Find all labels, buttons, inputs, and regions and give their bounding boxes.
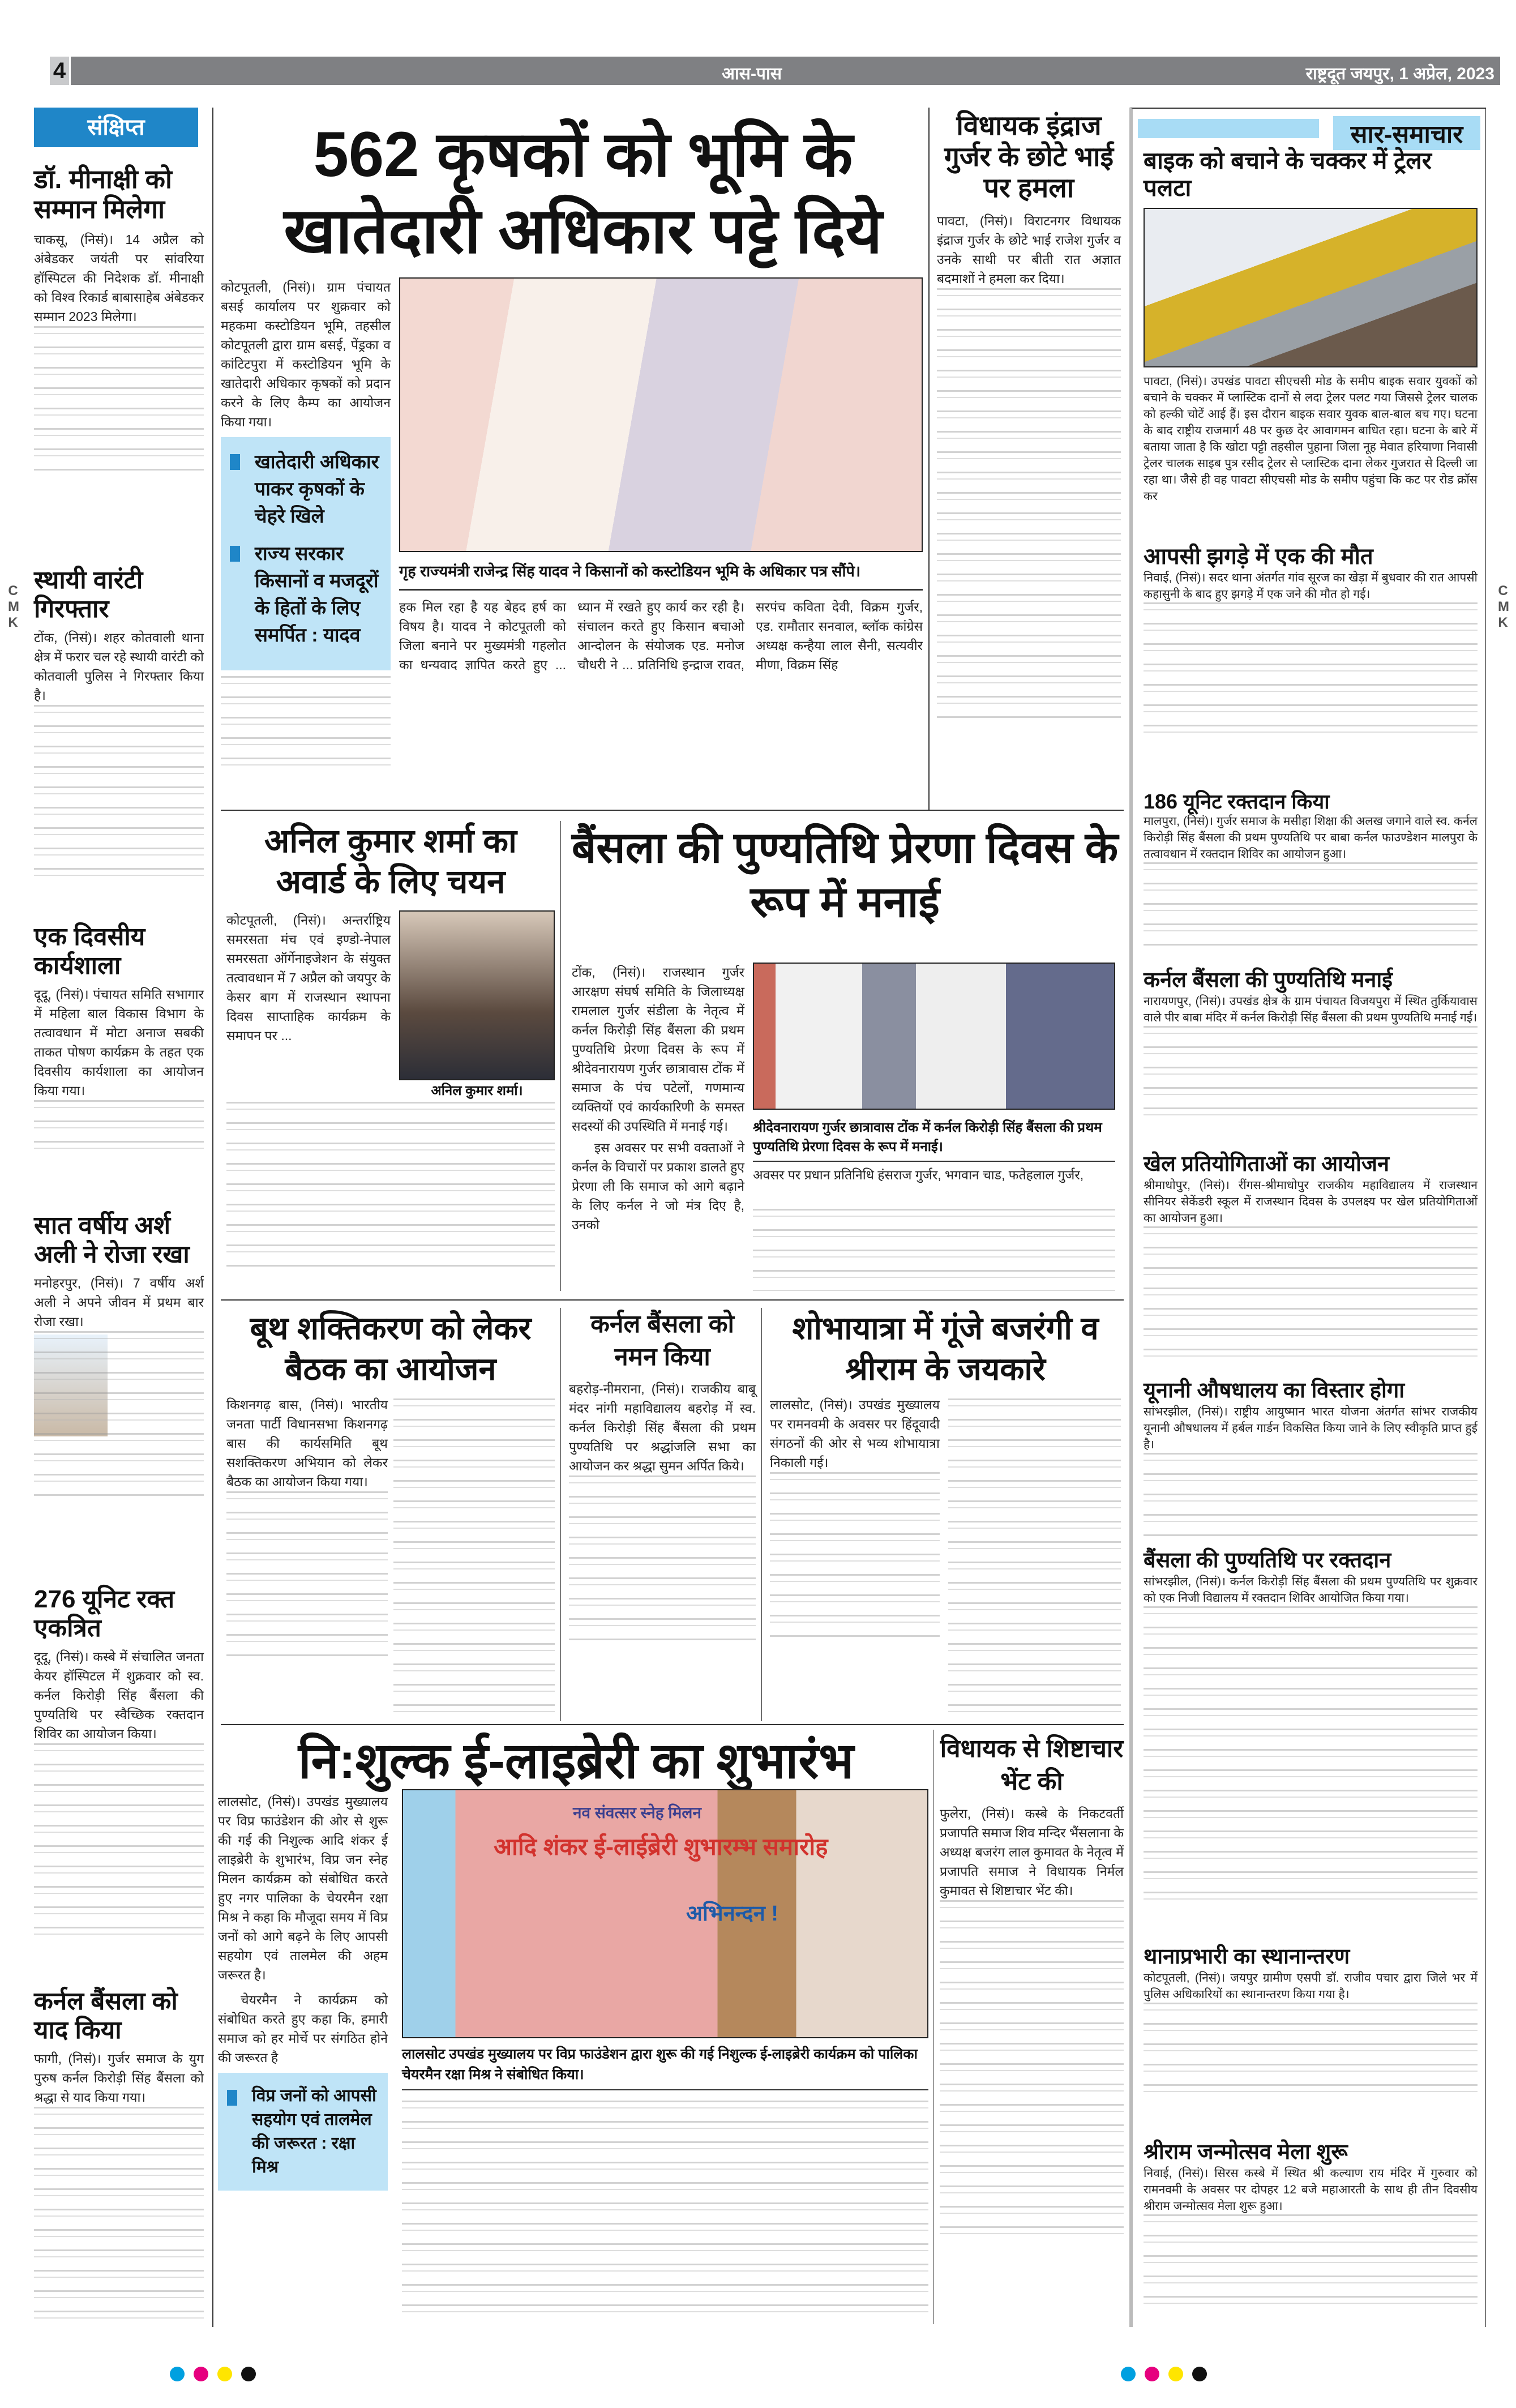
- article-title: विधायक से शिष्टाचार भेंट की: [940, 1735, 1124, 1795]
- article-bainsla-tonk: [569, 821, 1121, 930]
- magenta-dot: [194, 2367, 208, 2381]
- divider: [221, 810, 1124, 811]
- article-lead: सांभरझील, (निसं)। राष्ट्रीय आयुष्मान भारत योजना अंतर्गत सांभर राजकीय यूनानी औषधालय में हर्बल गार्डन विकसित किया जाने के लिए स्वीकृति प्राप्त हुई है।: [1144, 1405, 1478, 1451]
- divider: [402, 2089, 928, 2090]
- article-title: बाइक को बचाने के चक्कर में ट्रेलर पलटा: [1144, 147, 1432, 202]
- article-right-8: [1144, 2140, 1478, 2311]
- article-right-2: [1144, 790, 1478, 947]
- article-mla-attack: [937, 110, 1121, 718]
- page-number: 4: [50, 57, 69, 85]
- article-title: डॉ. मीनाक्षी को सम्मान मिलेगा: [34, 164, 172, 224]
- article-right-1: [1144, 544, 1478, 744]
- article-trailer: [1144, 147, 1478, 570]
- article-lead: टोंक, (निसं)। शहर कोतवाली थाना क्षेत्र में फरार चल रहे स्थायी वारंटी को कोतवाली पुलिस ने गिरफ्तार किया है।: [34, 630, 204, 703]
- minister-photo: [399, 277, 923, 552]
- article-title: थानाप्रभारी का स्थानान्तरण: [1144, 1945, 1350, 1969]
- divider: [221, 1299, 1124, 1301]
- brief-label: संक्षिप्त: [34, 108, 198, 147]
- divider: [221, 1724, 1124, 1725]
- article-title: स्थायी वारंटी गिरफ्तार: [34, 566, 143, 623]
- article-right-3: [1144, 968, 1478, 1122]
- article-body-text: [226, 1102, 555, 1272]
- article-lead: मालपुरा, (निसं)। गुर्जर समाज के मसीहा शिक्षा की अलख जगाने वाले स्व. कर्नल किरोड़ी सिंह बैंसला की प्रथम पुण्यतिथि पर बाबा कर्नल फाउण्डेशन मालपुरा के तत्वावधान में रक्तदान शिविर का आयोजन हुआ।: [1144, 815, 1478, 861]
- article-title: खेल प्रतियोगिताओं का आयोजन: [1144, 1152, 1390, 1176]
- news-summary-label: सार-समाचार: [1333, 116, 1480, 150]
- overturned-trailer-photo: [1144, 208, 1478, 367]
- article-title: शोभायात्रा में गूंजे बजरंगी व श्रीराम के जयकारे: [792, 1310, 1099, 1387]
- article-body-text: [34, 1100, 204, 1157]
- article-body-text: [34, 1743, 204, 1947]
- lead-highlights-box: [221, 437, 391, 670]
- column-divider: [928, 108, 930, 810]
- article-lead: फागी, (निसं)। गुर्जर समाज के युग पुरुष कर्नल किरोड़ी सिंह बैंसला को श्रद्धा से याद किया गया।: [34, 2051, 204, 2105]
- bainsla-text-column: [572, 963, 744, 1234]
- bainsla-lead: टोंक, (निसं)। राजस्थान गुर्जर आरक्षण संघर्ष समिति के जिलाध्यक्ष रामलाल गुर्जर संडीला के नेतृत्व में कर्नल किरोड़ी सिंह बैंसला की प्रथम पुण्यतिथि प्रेरणा दिवस के रूप में श्रीदेवनारायण गुर्जर छात्रावास टोंक में समाज के पंच पटेलों, गणमान्य व्यक्तियों एवं कार्यकारिणी के समस्त सदस्यों की उपस्थिति में मनाई गई।: [572, 965, 744, 1134]
- article-blood-276: [34, 1585, 204, 1947]
- article-body-text: [34, 705, 204, 886]
- article-body-text: [569, 1475, 756, 1645]
- elibrary-text-column: [218, 1792, 388, 2191]
- divider: [753, 1161, 1115, 1162]
- cyan-dot: [1121, 2367, 1136, 2381]
- page-header-band: [71, 57, 1500, 85]
- lead-story-lead: कोटपूतली, (निसं)। ग्राम पंचायत बसई कार्यालय पर शुक्रवार को महकमा कस्टोडियन भूमि, तहसील कोटपूतली द्वारा ग्राम बसई, पेंड्रका व कांटिटपुरा में कस्टोडियन भूमि के खातेदारी अधिकार कृषकों को प्रदान करने के लिए कैम्प का आयोजन किया गया।: [221, 280, 391, 429]
- lead-headline: 562 कृषकों को भूमि के खातेदारी अधिकार पट्टे दिये: [284, 119, 883, 266]
- elibrary-headline: नि:शुल्क ई-लाइब्रेरी का शुभारंभ: [298, 1733, 854, 1789]
- column-divider: [560, 821, 561, 1291]
- article-body-text: [948, 1398, 1121, 1721]
- cmyk-marks-right: CMK: [1498, 583, 1509, 630]
- bainsla-caption: श्रीदेवनारायण गुर्जर छात्रावास टोंक में कर्नल किरोड़ी सिंह बैंसला की प्रथम पुण्यतिथि प्रेरणा दिवस के रूप में मनाई।: [753, 1120, 1102, 1154]
- article-lead: बहरोड़-नीमराना, (निसं)। राजकीय बाबू मंदर नांगी महाविद्यालय बहरोड़ में स्व. कर्नल किरोड़ी सिंह बैंसला की प्रथम पुण्यतिथि पर श्रद्धांजलि सभा का आयोजन कर श्रद्धा सुमन अर्पित किये।: [569, 1382, 756, 1473]
- elibrary-event-photo: [402, 1789, 928, 2038]
- magenta-dot: [1145, 2367, 1159, 2381]
- article-title: एक दिवसीय कार्यशाला: [34, 923, 145, 980]
- highlight-item: विप्र जनों को आपसी सहयोग एवं तालमेल की जरूरत : रक्षा मिश्र: [227, 2084, 379, 2179]
- article-body-text: [940, 1900, 1124, 2240]
- article-title: सात वर्षीय अर्श अली ने रोजा रखा: [34, 1212, 190, 1268]
- article-body-text: [34, 326, 204, 473]
- article-body-text: [1144, 862, 1478, 947]
- article-body-text: [1144, 1453, 1478, 1538]
- summary-band: [1138, 119, 1319, 138]
- article-lead: निवाई, (निसं)। सदर थाना अंतर्गत गांव सूरज का खेड़ा में बुधवार की रात आपसी कहासुनी के बाद हुए झगड़े में एक जने की मौत हो गई।: [1144, 571, 1478, 601]
- article-title: बूथ शक्तिकरण को लेकर बैठक का आयोजन: [250, 1310, 532, 1387]
- article-body-text: [1144, 2214, 1478, 2311]
- article-naman: [569, 1308, 756, 1645]
- article-title: कर्नल बैंसला को नमन किया: [590, 1310, 734, 1371]
- bainsla-continued: अवसर पर प्रधान प्रतिनिधि हंसराज गुर्जर, भगवान चाड, फतेहलाल गुर्जर,: [753, 1167, 1084, 1182]
- article-lead: फुलेरा, (निसं)। कस्बे के निकटवर्ती प्रजापति समाज शिव मन्दिर भैंसलाना के अध्यक्ष बजरंग लाल कुमावत के नेतृत्व में प्रजापति समाज ने विधायक निर्मल कुमावत से शिष्टाचार भेंट की।: [940, 1806, 1124, 1898]
- photo-caption: अनिल कुमार शर्मा।: [431, 1083, 523, 1098]
- cmyk-marks-left: CMK: [8, 583, 19, 630]
- article-lead: नारायणपुर, (निसं)। उपखंड क्षेत्र के ग्राम पंचायत विजयपुरा में स्थित तुर्कियावास वाले पीर बाबा मंदिर में कर्नल किरोड़ी सिंह बैंसला की प्रथम पुण्यतिथि मनाई गई।: [1144, 994, 1478, 1024]
- section-name: आस-पास: [722, 65, 782, 83]
- anil-photo: [399, 910, 555, 1080]
- article-body-text: [1144, 602, 1478, 744]
- article-lead: किशनगढ़ बास, (निसं)। भारतीय जनता पार्टी विधानसभा किशनगढ़ बास की कार्यसमिति बूथ सशक्तिकरण अभियान को लेकर बैठक का आयोजन किया गया।: [226, 1397, 388, 1489]
- article-title: 276 यूनिट रक्त एकत्रित: [34, 1585, 175, 1642]
- article-right-7: [1144, 1945, 1478, 2105]
- lead-story-continued: हक मिल रहा है यह बेहद हर्ष का विषय है। यादव ने कोटपूतली को जिला बनाने पर मुख्यमंत्री गहलोत का धन्यवाद ज्ञापित करते हुए ... ध्यान में रखते हुए कार्य कर रही है। संचालन करते हुए किसान बचाओ आन्दोलन के संयोजक एड. मनोज चौधरी ने ... प्रतिनिधि इन्द्राज रावत, सरपंच कविता देवी, विक्रम गुर्जर, एड. रामौतार सनवाल, ब्लॉक कांग्रेस अध्यक्ष कन्हैया लाल सैनी, सत्यवीर मीणा, विक्रम सिंह: [399, 600, 923, 672]
- article-lead: निवाई, (निसं)। सिरस कस्बे में स्थित श्री कल्याण राय मंदिर में गुरुवार को रामनवमी के अवसर पर दोपहर 12 बजे महाआरती के साथ ही तीन दिवसीय श्रीराम जन्मोत्सव मेला शुरू हुआ।: [1144, 2166, 1478, 2213]
- elibrary-highlight-box: [218, 2073, 388, 2191]
- article-lead: श्रीमाधोपुर, (निसं)। रींगस-श्रीमाधोपुर राजकीय महाविद्यालय में राजस्थान सीनियर सेकेंडरी स्कूल में राजस्थान दिवस के उपलक्ष्य पर खेल प्रतियोगिताओं का आयोजन हुआ।: [1144, 1178, 1478, 1225]
- article-lead: लालसोट, (निसं)। उपखंड मुख्यालय पर रामनवमी के अवसर पर हिंदूवादी संगठनों की ओर से भव्य शोभायात्रा निकाली गई।: [770, 1397, 940, 1470]
- article-right-6: [1144, 1549, 1478, 1901]
- banner-text: आदि शंकर ई-लाईब्रेरी शुभारम्भ समारोह: [494, 1833, 828, 1860]
- article-title: यूनानी औषधालय का विस्तार होगा: [1144, 1379, 1405, 1402]
- article-title: आपसी झगड़े में एक की मौत: [1144, 544, 1373, 569]
- article-lead: चाकसू, (निसं)। 14 अप्रैल को अंबेडकर जयंती पर सांवरिया हॉस्पिटल की निदेशक डॉ. मीनाक्षी को विश्व रिकार्ड बाबासाहेब अंबेडकर सम्मान 2023 मिलेगा।: [34, 232, 204, 324]
- column-divider: [761, 1308, 762, 1721]
- color-registration-dots: [1121, 2367, 1207, 2381]
- article-right-4: [1144, 1152, 1478, 1362]
- article-body-text: [1144, 1226, 1478, 1362]
- article-lead: कोटपूतली, (निसं)। अन्तर्राष्ट्रिय समरसता मंच एवं इण्डो-नेपाल समरसता ऑर्गेनाइजेशन के संयुक्त तत्वावधान में 7 अप्रैल को जयपुर के केसर बाग में राजस्थान स्थापना दिवस साप्ताहिक कार्यक्रम के समापन पर ...: [226, 913, 391, 1043]
- article-title: कर्नल बैंसला को याद किया: [34, 1987, 178, 2044]
- cyan-dot: [170, 2367, 185, 2381]
- lead-photo-caption: गृह राज्यमंत्री राजेन्द्र सिंह यादव ने किसानों को कस्टोडियन भूमि के अधिकार पत्र सौंपे।: [399, 563, 861, 580]
- article-courtesy: [940, 1733, 1124, 2240]
- article-title: अनिल कुमार शर्मा का अवार्ड के लिए चयन: [264, 823, 517, 900]
- yellow-dot: [1168, 2367, 1183, 2381]
- article-lead: पावटा, (निसं)। विराटनगर विधायक इंद्राज गुर्जर के छोटे भाई राजेश गुर्जर व उनके साथी पर बीती रात अज्ञात बदमाशों ने हमला कर दिया।: [937, 213, 1121, 286]
- article-body-text: [226, 1491, 388, 1661]
- article-warrant: [34, 566, 204, 886]
- elibrary-lead: लालसोट, (निसं)। उपखंड मुख्यालय पर विप्र फाउंडेशन की ओर से शुरू की गई की निशुल्क आदि शंकर ई लाइब्रेरी के शुभारंभ, विप्र जन स्नेह मिलन कार्यक्रम को संबोधित करते हुए नगर पालिका के चेयरमैन रक्षा मिश्र ने कहा कि मौजूदा समय में विप्र जनों को आगे बढ़ने के लिए आपसी सहयोग एवं तालमेल की अहम जरूरत है।: [218, 1794, 388, 1982]
- article-body-text: [34, 2107, 204, 2322]
- article-body-text: [937, 288, 1121, 718]
- yellow-dot: [217, 2367, 232, 2381]
- article-lead: सांभरझील, (निसं)। कर्नल किरोड़ी सिंह बैंसला की प्रथम पुण्यतिथि पर शुक्रवार को एक निजी विद्यालय में रक्तदान शिविर आयोजित किया गया।: [1144, 1575, 1478, 1605]
- article-anil: [226, 821, 555, 1272]
- article-body-text: [770, 1472, 940, 1642]
- article-lead: दूदू, (निसं)। कस्बे में संचालित जनता केयर हॉस्पिटल में शुक्रवार को स्व. कर्नल किरोड़ी सिंह बैंसला की पुण्यतिथि पर स्वैच्छिक रक्तदान शिविर का आयोजन किया।: [34, 1649, 204, 1742]
- article-body-text: [34, 1331, 204, 1501]
- lead-story-left-column: [221, 277, 391, 767]
- column-divider: [212, 108, 213, 2327]
- elibrary-para: चेयरमैन ने कार्यक्रम को संबोधित करते हुए कहा कि, हमारी समाज को हर मोर्चे पर संगठित होने की जरूरत है: [218, 1992, 388, 2065]
- lead-story-body: [221, 676, 391, 767]
- highlight-item: राज्य सरकार किसानों व मजदूरों के हितों के लिए समर्पित : यादव: [230, 540, 382, 649]
- article-title: बैंसला की पुण्यतिथि प्रेरणा दिवस के रूप में मनाई: [571, 824, 1119, 926]
- elibrary-caption: लालसोट उपखंड मुख्यालय पर विप्र फाउंडेशन द्वारा शुरू की गई निशुल्क ई-लाइब्रेरी कार्यक्रम को पालिका चेयरमैन रक्षा मिश्र ने संबोधित किया।: [402, 2046, 918, 2082]
- black-dot: [241, 2367, 256, 2381]
- bainsla-tribute-photo: [753, 963, 1115, 1110]
- article-lead: मनोहरपुर, (निसं)। 7 वर्षीय अर्श अली ने अपने जीवन में प्रथम बार रोजा रखा।: [34, 1276, 204, 1329]
- article-body-text: [393, 1398, 555, 1721]
- article-body-text: [753, 1209, 1115, 1291]
- article-body-text: [1144, 1606, 1478, 1901]
- article-lead: दूदू, (निसं)। पंचायत समिति सभागार में महिला बाल विकास विभाग के तत्वावधान में मोटा अनाज सबकी ताकत पोषण कार्यक्रम के तहत एक दिवसीय कार्यशाला का आयोजन किया गया।: [34, 987, 204, 1098]
- article-workshop: [34, 923, 204, 1157]
- article-title: कर्नल बैंसला की पुण्यतिथि मनाई: [1144, 968, 1393, 992]
- highlight-item: खातेदारी अधिकार पाकर कृषकों के चेहरे खिले: [230, 448, 382, 530]
- black-dot: [1192, 2367, 1207, 2381]
- color-registration-dots: [170, 2367, 256, 2381]
- article-body-text: [1144, 1026, 1478, 1122]
- article-bainsla-phagi: [34, 1987, 204, 2322]
- divider: [399, 589, 923, 591]
- article-lead: पावटा, (निसं)। उपखंड पावटा सीएचसी मोड के समीप बाइक सवार युवकों को बचाने के चक्कर में प्लास्टिक दानों से लदा ट्रेलर पलट गया जिससे ट्रेलर चालक को हल्की चोटें आई हैं। इस दौरान बाइक सवार युवक बाल-बाल बच गए। घटना के बाद राष्ट्रीय राजमार्ग 48 पर कुछ देर आवागमन बाधित रहा। घटना के बारे में बताया जाता है कि खोटा पट्टी तहसील पुहाना जिला नूह मेवात हरियाणा निवासी ट्रेलर चालक साइब पुत्र रसीद ट्रेलर से प्लास्टिक दाना लेकर गुजरात से दिल्ली जा रहा था। जैसे ही वह पावटा सीएचसी मोड के समीप पहुंचा कि कट पर रोड क्रॉस कर: [1144, 374, 1478, 503]
- article-title: 186 यूनिट रक्तदान किया: [1144, 790, 1330, 813]
- article-title: श्रीराम जन्मोत्सव मेला शुरू: [1144, 2140, 1348, 2164]
- article-body-text: [402, 2101, 928, 2321]
- article-right-5: [1144, 1379, 1478, 1538]
- article-body-text: [1144, 2003, 1478, 2105]
- banner-text: नव संवत्सर स्नेह मिलन: [573, 1804, 701, 1821]
- article-meenakshi: [34, 164, 204, 473]
- article-title: विधायक इंद्राज गुर्जर के छोटे भाई पर हमला: [944, 111, 1114, 204]
- column-divider: [560, 1308, 561, 1721]
- edition-date: राष्ट्रदूत जयपुर, 1 अप्रेल, 2023: [1305, 65, 1494, 83]
- article-roza: [34, 1212, 204, 1501]
- bainsla-para: इस अवसर पर सभी वक्ताओं ने कर्नल के विचारों पर प्रकाश डालते हुए प्रेरणा ली कि समाज को आगे बढ़ाने के लिए कर्नल ने जो मंत्र दिए है, उनको: [572, 1140, 744, 1232]
- article-title: बैंसला की पुण्यतिथि पर रक्तदान: [1144, 1549, 1391, 1572]
- banner-text: अभिनन्दन !: [686, 1902, 778, 1926]
- article-lead: कोटपूतली, (निसं)। जयपुर ग्रामीण एसपी डॉ. राजीव पचार द्वारा जिले भर में पुलिस अधिकारियों का स्थानान्तरण किया गया है।: [1144, 1971, 1478, 2001]
